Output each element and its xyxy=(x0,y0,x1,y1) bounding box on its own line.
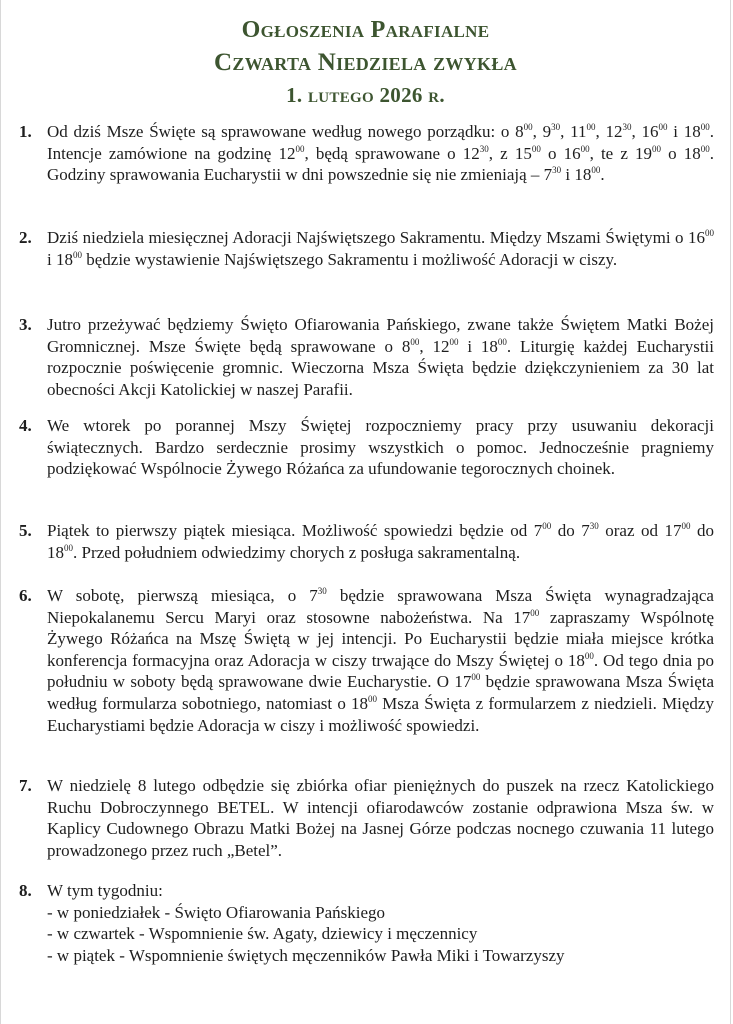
time-minutes-superscript: 00 xyxy=(705,228,714,238)
time-minutes-superscript: 00 xyxy=(368,693,377,704)
week-list-item: - w piątek - Wspomnienie świętych męczenników Pawła Miki i Towarzyszy xyxy=(47,945,565,965)
announcement-item xyxy=(19,415,714,480)
time-minutes-superscript: 00 xyxy=(471,672,481,683)
item-text: Od dziś Msze Święte są sprawowane według nowego porządku: o $8^{00}$, $9^{30}$, $11^{00}$, $12^{30}$, $16^{00}$ i $18^{00}$. Intencje zamówione na godzinę $12^{00}$, będą sprawowane o $12^{30}$, z $15^{00}$ o $16^{00}$, te z $19^{00}$ o $18^{00}$. Godziny sprawowania Eucharystii w dni powszednie się nie zmieniają – $7^{30}$ i $18^{00}$. xyxy=(47,122,715,185)
time-minutes-superscript: 00 xyxy=(530,607,540,618)
time-minutes-superscript: 00 xyxy=(497,336,507,347)
item-number: 2. xyxy=(19,228,32,247)
time-minutes-superscript: 30 xyxy=(551,122,561,132)
announcement-item xyxy=(19,775,714,861)
time-minutes-superscript: 30 xyxy=(622,122,632,132)
week-list-item: - w poniedziałek - Święto Ofiarowania Pańskiego xyxy=(47,902,386,922)
time-minutes-superscript: 30 xyxy=(552,165,562,176)
time-minutes-superscript: 00 xyxy=(542,521,552,531)
time-minutes-superscript: 00 xyxy=(591,165,601,176)
item-number: 3. xyxy=(19,315,32,334)
week-intro: W tym tygodniu: xyxy=(47,881,163,900)
item-text: We wtorek po porannej Mszy Świętej rozpoczniemy pracy przy usuwaniu dekoracji świątecznych. Bardzo serdecznie prosimy wszystkich o pomoc. Jednocześnie pragniemy podziękować Wspólnocie Żywego Różańca za ufundowanie tegorocznych choinek. xyxy=(47,416,714,479)
time-minutes-superscript: 00 xyxy=(584,650,594,661)
time-minutes-superscript: 00 xyxy=(700,143,710,154)
item-text: Piątek to pierwszy piątek miesiąca. Możliwość spowiedzi będzie od $7^{00}$ do $7^{30}$ oraz od $17^{00}$ do $18^{00}$. Przed południem odwiedzimy chorych z posługa sakramentalną. xyxy=(47,521,715,562)
item-number: 4. xyxy=(19,416,32,435)
item-text: Dziś niedziela miesięcznej Adoracji Najświętszego Sakramentu. Między Mszami Świętymi o $16^{00}$ i $18^{00}$ będzie wystawienie Najświętszego Sakramentu i możliwość Adoracji w ciszy. xyxy=(47,228,714,269)
item-text: W niedzielę 8 lutego odbędzie się zbiórka ofiar pieniężnych do puszek na rzecz Katolickiego Ruchu Dobroczynnego BETEL. W intencji ofiarodawców zostanie odprawiona Msza św. w Kaplicy Cudownego Obrazu Matki Bożej na Jasnej Górze podczas nocnego czuwania 11 lutego prowadzonego przez ruch „Betel”. xyxy=(47,776,714,860)
time-minutes-superscript: 00 xyxy=(295,143,305,154)
announcement-item xyxy=(19,121,714,186)
header xyxy=(1,14,730,111)
time-minutes-superscript: 00 xyxy=(410,336,420,347)
announcement-item xyxy=(19,520,714,563)
time-minutes-superscript: 00 xyxy=(72,249,82,260)
time-minutes-superscript: 00 xyxy=(658,122,668,132)
time-minutes-superscript: 00 xyxy=(586,122,596,132)
time-minutes-superscript: 00 xyxy=(580,143,590,154)
announcement-item xyxy=(19,227,714,270)
time-minutes-superscript: 30 xyxy=(317,586,327,596)
item-number: 5. xyxy=(19,521,32,540)
item-text: Jutro przeżywać będziemy Święto Ofiarowania Pańskiego, zwane także Świętem Matki Bożej Gromnicznej. Msze Święte będą sprawowane o $8^{00}$, $12^{00}$ i $18^{00}$. Liturgię każdej Eucharystii rozpocznie poświęcenie gromnic. Wieczorna Msza Święta będzie dziękczynieniem za 30 lat obecności Akcji Katolickiej w naszej Parafii. xyxy=(47,315,714,399)
page-date: 1. lutego 2026 r. xyxy=(286,83,445,107)
item-text: W sobotę, pierwszą miesiąca, o $7^{30}$ będzie sprawowana Msza Święta wynagradzająca Niepokalanemu Sercu Maryi oraz stosowne nabożeństwa. Na $17^{00}$ zapraszamy Wspólnotę Żywego Różańca na Mszę Świętą w jej intencji. Po Eucharystii będzie miała miejsce krótka konferencja formacyjna oraz Adoracja w ciszy trwające do Mszy Świętej o $18^{00}$. Od tego dnia po południu w soboty będą sprawowane dwie Eucharystie. O $17^{00}$ będzie sprawowana Msza Święta według formularza sobotniego, natomiast o $18^{00}$ Msza Święta z formularzem z niedzieli. Między Eucharystiami będzie Adoracja w ciszy i możliwość spowiedzi. xyxy=(47,586,715,735)
page-title: Ogłoszenia Parafialne xyxy=(241,17,490,43)
announcement-item xyxy=(19,314,714,400)
item-number: 8. xyxy=(19,881,32,900)
time-minutes-superscript: 00 xyxy=(652,143,662,154)
time-minutes-superscript: 00 xyxy=(523,122,533,132)
item-number: 1. xyxy=(19,122,32,141)
page-subtitle: Czwarta Niedziela zwykła xyxy=(214,49,517,76)
time-minutes-superscript: 00 xyxy=(700,122,710,132)
time-minutes-superscript: 30 xyxy=(589,521,599,531)
time-minutes-superscript: 00 xyxy=(449,336,459,347)
time-minutes-superscript: 00 xyxy=(531,143,541,154)
week-list xyxy=(47,902,714,967)
time-minutes-superscript: 00 xyxy=(64,542,73,553)
time-minutes-superscript: 30 xyxy=(479,143,489,154)
announcement-item xyxy=(19,585,714,736)
item-number: 6. xyxy=(19,586,32,605)
week-list-item: - w czwartek - Wspomnienie św. Agaty, dziewicy i męczennicy xyxy=(47,924,478,944)
item-number: 7. xyxy=(19,776,32,795)
announcement-item xyxy=(19,880,714,966)
item-text xyxy=(47,880,714,966)
time-minutes-superscript: 00 xyxy=(681,521,691,531)
